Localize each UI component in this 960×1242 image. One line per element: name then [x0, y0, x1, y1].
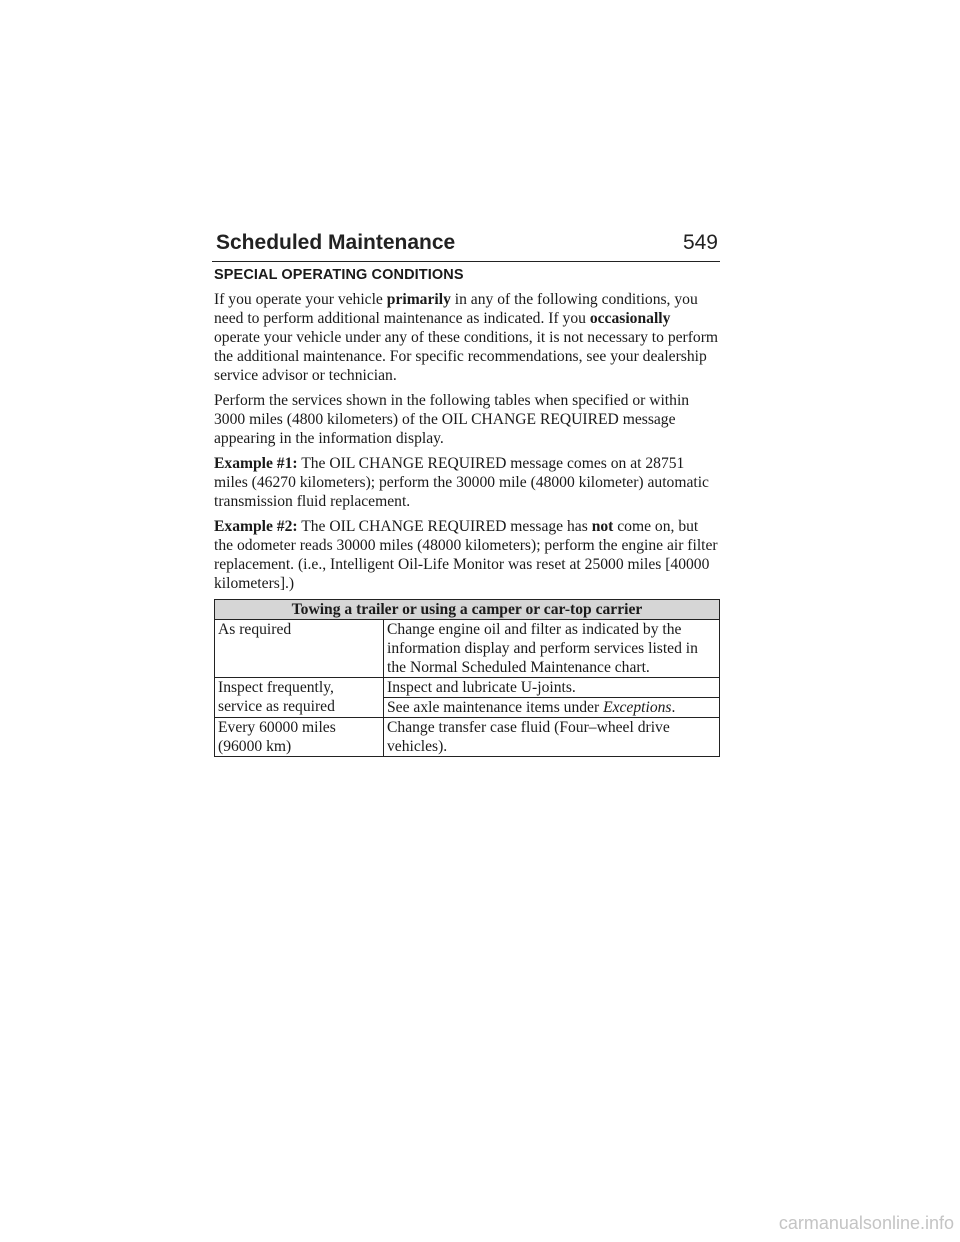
action-cell: Change engine oil and filter as indicated by the information display and perform services listed in the Normal Scheduled Maintenance chart. — [384, 620, 720, 678]
interval-cell: Every 60000 miles (96000 km) — [215, 718, 384, 757]
section-heading: SPECIAL OPERATING CONDITIONS — [214, 267, 464, 283]
emphasis-not: not — [591, 518, 614, 535]
table-row — [215, 678, 720, 698]
page-header — [212, 227, 720, 262]
intro-text: If you operate your vehicle — [214, 291, 387, 308]
table-row — [215, 620, 720, 678]
exceptions-reference: Exceptions — [603, 699, 672, 716]
page-title: Scheduled Maintenance — [216, 231, 456, 254]
maintenance-table — [214, 599, 720, 757]
intro-text: in any of the following conditions, you need to perform additional maintenance as indicated. If you — [214, 291, 698, 327]
interval-cell: Inspect frequently, service as required — [215, 678, 384, 718]
action-cell — [384, 698, 720, 718]
example-2-paragraph — [214, 517, 720, 593]
action-text: . — [671, 699, 676, 716]
watermark: carmanualsonline.info — [778, 1213, 954, 1233]
example-2-text: The OIL CHANGE REQUIRED message has — [297, 518, 592, 535]
interval-cell: As required — [215, 620, 384, 678]
intro-paragraph — [214, 290, 720, 385]
example-2-text: come on, but the odometer reads 30000 miles (48000 kilometers); perform the engine air filter replacement. (i.e., Intelligent Oil-Life Monitor was reset at 25000 miles [40000 kilometers].) — [214, 518, 718, 592]
table-header-row — [215, 600, 720, 620]
services-paragraph: Perform the services shown in the following tables when specified or within 3000 miles (4800 kilometers) of the OIL CHANGE REQUIRED message appearing in the information display. — [214, 392, 690, 447]
example-1-label: Example #1: — [214, 455, 298, 472]
page-content — [214, 266, 720, 757]
example-1-paragraph — [214, 454, 720, 511]
action-cell: Change transfer case fluid (Four–wheel drive vehicles). — [384, 718, 720, 757]
table-row — [215, 718, 720, 757]
emphasis-occasionally: occasionally — [589, 310, 671, 327]
example-2-label: Example #2: — [214, 518, 298, 535]
table-title: Towing a trailer or using a camper or car-top carrier — [215, 600, 720, 620]
emphasis-primarily: primarily — [386, 291, 451, 308]
action-text: See axle maintenance items under — [387, 699, 604, 716]
page-number: 549 — [682, 231, 718, 254]
intro-text: operate your vehicle under any of these conditions, it is not necessary to perform the additional maintenance. For specific recommendations, see your dealership service advisor or technician. — [214, 329, 719, 384]
action-cell: Inspect and lubricate U-joints. — [384, 678, 720, 698]
example-1-text: The OIL CHANGE REQUIRED message comes on at 28751 miles (46270 kilometers); perform the 30000 mile (48000 kilometer) automatic transmission fluid replacement. — [214, 455, 709, 510]
